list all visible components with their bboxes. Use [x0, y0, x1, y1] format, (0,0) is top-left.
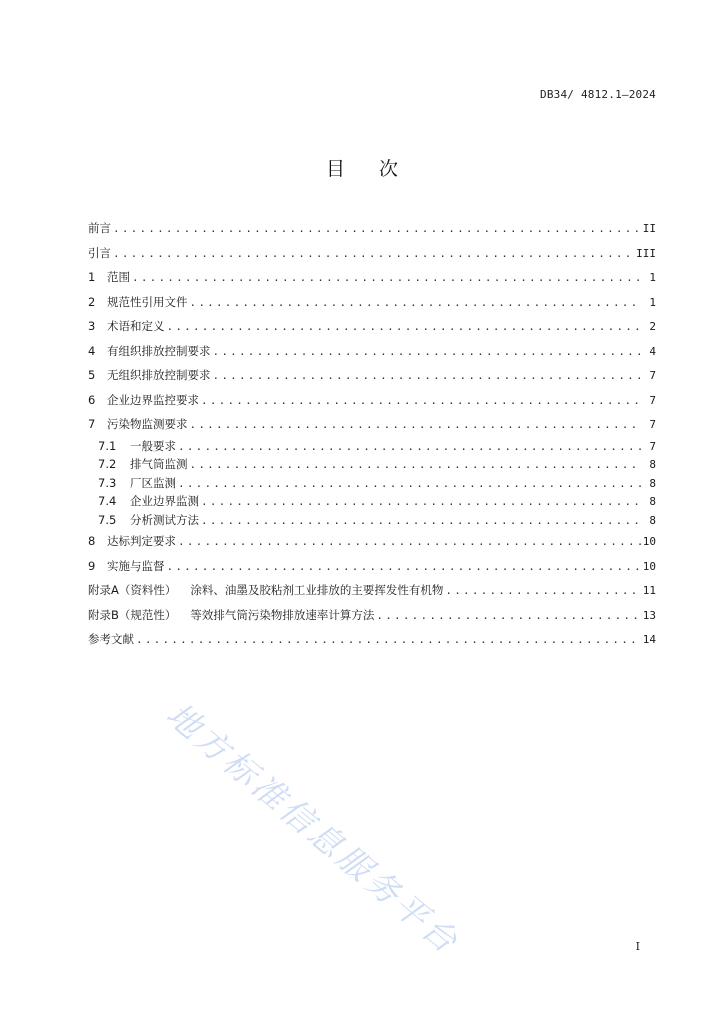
toc-section-number: 7.5	[98, 512, 117, 527]
toc-entry-7-4[interactable]	[88, 492, 656, 511]
toc-leader-dots	[178, 530, 641, 555]
toc-page-number: 4	[649, 344, 656, 358]
page-title: 目次	[325, 158, 432, 180]
toc-page-number: 10	[642, 559, 656, 573]
toc-page-number: 7	[649, 418, 656, 431]
toc-entry-9[interactable]	[88, 554, 656, 579]
toc-leader-dots	[190, 291, 643, 316]
toc-page-number: 1	[649, 271, 656, 284]
toc-leader-dots	[376, 604, 640, 629]
toc-page-number: 8	[649, 458, 656, 471]
page-number: I	[635, 940, 640, 953]
toc-appendix-title: 涂料、油墨及胶粘剂工业排放的主要挥发性有机物	[190, 583, 444, 597]
toc-page-number: III	[636, 246, 656, 260]
toc-label: 达标判定要求	[107, 534, 176, 548]
toc-page-number: 8	[649, 513, 656, 527]
toc-page-number: 10	[642, 535, 656, 548]
toc-entry-foreword[interactable]	[88, 216, 656, 241]
toc-page-number: II	[642, 222, 656, 235]
toc-page-number: 1	[649, 295, 656, 309]
toc-leader-dots	[201, 512, 642, 531]
toc-section-number: 3	[88, 319, 96, 333]
toc-entry-5[interactable]	[88, 363, 656, 388]
toc-appendix-label: 附录A（资料性）	[88, 583, 177, 597]
toc-leader-dots	[213, 340, 643, 365]
toc-label: 污染物监测要求	[107, 417, 188, 431]
toc-section-number: 7.4	[98, 494, 117, 508]
toc-leader-dots	[178, 438, 642, 457]
toc-entry-2[interactable]	[88, 290, 656, 315]
toc-entry-7[interactable]	[88, 412, 656, 437]
toc-label: 参考文献	[88, 632, 134, 646]
toc-entry-7-1[interactable]	[88, 437, 656, 456]
toc-leader-dots	[201, 389, 642, 414]
toc-leader-dots	[136, 628, 641, 653]
toc-section-number: 8	[88, 534, 96, 548]
toc-leader-dots	[201, 493, 642, 512]
toc-leader-dots	[113, 217, 641, 242]
toc-label: 企业边界监控要求	[107, 392, 199, 407]
toc-label: 前言	[88, 221, 111, 235]
toc-page-number: 7	[649, 439, 656, 453]
toc-entry-references[interactable]	[88, 627, 656, 652]
toc-label: 分析测试方法	[130, 512, 199, 527]
toc-section-number: 2	[88, 294, 96, 309]
doc-code: DB34/ 4812.1—2024	[540, 88, 656, 101]
toc-entry-introduction[interactable]	[88, 241, 656, 266]
toc-section-number: 4	[88, 343, 96, 358]
toc-page-number: 8	[649, 476, 656, 490]
toc-appendix-title: 等效排气筒污染物排放速率计算方法	[190, 607, 375, 622]
toc-section-number: 1	[88, 270, 96, 284]
toc-leader-dots	[132, 266, 642, 291]
toc-label: 有组织排放控制要求	[107, 343, 211, 358]
toc-section-number: 6	[88, 392, 96, 407]
toc-entry-1[interactable]	[88, 265, 656, 290]
toc-entry-3[interactable]	[88, 314, 656, 339]
toc-label: 实施与监督	[107, 558, 165, 573]
toc-label: 厂区监测	[130, 475, 176, 490]
toc-label: 排气筒监测	[130, 457, 188, 471]
toc-label: 规范性引用文件	[107, 294, 188, 309]
toc-page-number: 8	[649, 495, 656, 508]
toc-leader-dots	[113, 242, 634, 267]
toc-section-number: 9	[88, 558, 96, 573]
toc-section-number: 7.1	[98, 438, 117, 453]
table-of-contents	[88, 216, 656, 652]
toc-leader-dots	[213, 364, 643, 389]
toc-section-number: 7.2	[98, 457, 117, 471]
toc-entry-appendix-a[interactable]	[88, 578, 656, 603]
toc-page-number: 11	[642, 584, 656, 597]
toc-label: 引言	[88, 245, 111, 260]
toc-label: 企业边界监测	[130, 494, 199, 508]
toc-entry-7-5[interactable]	[88, 511, 656, 530]
toc-label: 术语和定义	[107, 319, 165, 333]
toc-appendix-label: 附录B（规范性）	[88, 607, 177, 622]
toc-leader-dots	[190, 413, 643, 438]
toc-leader-dots	[167, 555, 641, 580]
toc-entry-7-3[interactable]	[88, 474, 656, 493]
toc-page-number: 14	[642, 633, 656, 646]
toc-entry-7-2[interactable]	[88, 455, 656, 474]
toc-section-number: 5	[88, 368, 96, 382]
toc-entry-6[interactable]	[88, 388, 656, 413]
toc-leader-dots	[190, 456, 643, 475]
toc-section-number: 7	[88, 417, 96, 431]
toc-label: 一般要求	[130, 438, 176, 453]
toc-page-number: 7	[649, 369, 656, 382]
toc-label: 范围	[107, 270, 130, 284]
watermark: 地方标准信息服务平台	[159, 694, 468, 963]
toc-entry-8[interactable]	[88, 529, 656, 554]
toc-page-number: 7	[649, 393, 656, 407]
toc-leader-dots	[178, 475, 642, 494]
toc-label: 无组织排放控制要求	[107, 368, 211, 382]
toc-entry-appendix-b[interactable]	[88, 603, 656, 628]
toc-leader-dots	[167, 315, 643, 340]
toc-section-number: 7.3	[98, 475, 117, 490]
toc-page-number: 13	[642, 608, 656, 622]
toc-page-number: 2	[649, 320, 656, 333]
toc-leader-dots	[445, 579, 640, 604]
toc-entry-4[interactable]	[88, 339, 656, 364]
